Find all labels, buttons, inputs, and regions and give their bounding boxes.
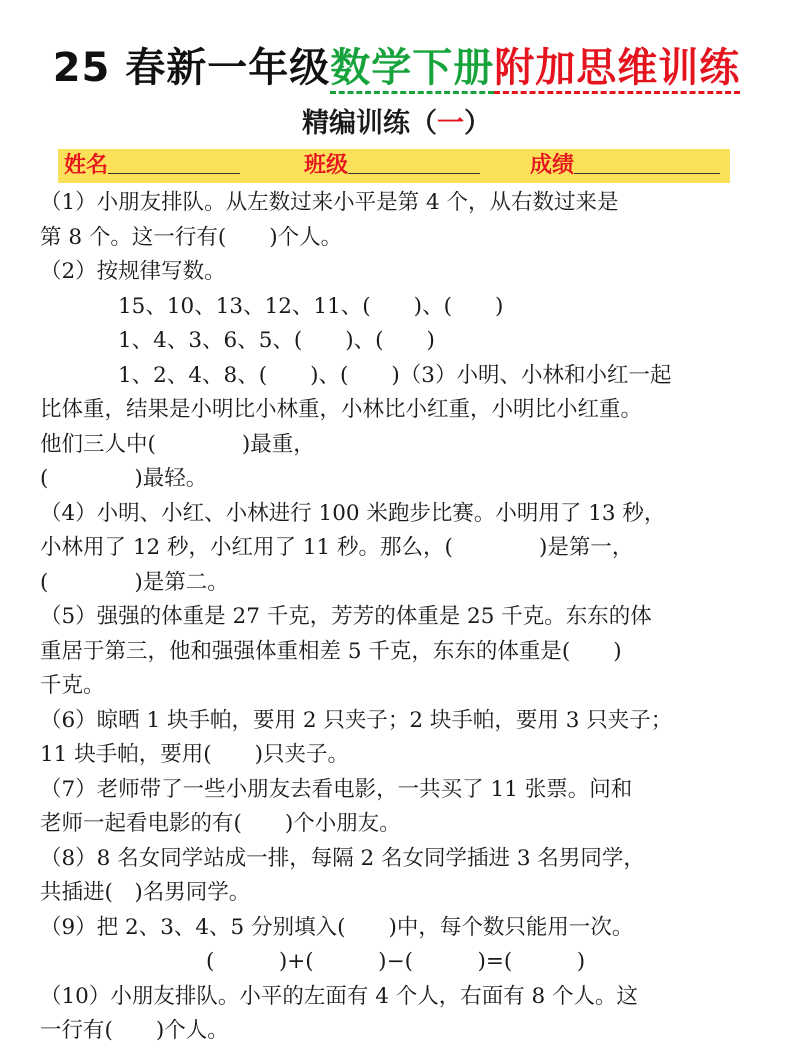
text-line: （8）8 名女同学站成一排，每隔 2 名女同学插进 3 名男同学， [40, 845, 645, 871]
text-line: 15、10、13、12、11、( )、( ) [118, 293, 504, 319]
text-line: 老师一起看电影的有( )个小朋友。 [40, 811, 401, 836]
text-line: ( )是第二。 [40, 569, 229, 595]
text-line: （2）按规律写数。 [40, 259, 226, 284]
score-label: 成绩 [530, 153, 575, 178]
subtitle-number: 一 [437, 108, 464, 139]
title-part-2: 数学下册 [330, 45, 494, 94]
text-line: （4）小明、小红、小林进行 100 米跑步比赛。小明用了 13 秒， [40, 500, 666, 526]
page-title [0, 38, 793, 98]
text-line: 第 8 个。这一行有( )个人。 [40, 224, 343, 250]
text-line: （9）把 2、3、4、5 分别填入( )中，每个数只能用一次。 [40, 914, 634, 940]
text-line: （10）小朋友排队。小平的左面有 4 个人，右面有 8 个人。这 [40, 983, 639, 1009]
text-line: 他们三人中( )最重， [40, 431, 315, 457]
text-line: （1）小朋友排队。从左数过来小平是第 4 个，从右数过来是 [40, 190, 619, 215]
text-line: （7）老师带了一些小朋友去看电影，一共买了 11 张票。问和 [40, 776, 633, 802]
text-line: 小林用了 12 秒，小红用了 11 秒。那么，( )是第一， [40, 535, 634, 560]
text-line: （6）晾晒 1 块手帕，要用 2 只夹子；2 块手帕，要用 3 只夹子； [40, 707, 673, 733]
text-line: （5）强强的体重是 27 千克，芳芳的体重是 25 千克。东东的体 [40, 604, 652, 629]
student-info-bar [58, 149, 730, 183]
text-line: 一行有( )个人。 [40, 1018, 229, 1043]
class-field[interactable] [304, 149, 480, 183]
name-blank[interactable] [108, 149, 240, 174]
name-field[interactable] [64, 149, 240, 183]
text-line: ( )+( )−( )=( ) [206, 949, 586, 974]
text-line: 1、2、4、8、( )、( )（3）小明、小林和小红一起 [118, 362, 672, 388]
questions-body [40, 186, 760, 1049]
text-line: 千克。 [40, 673, 105, 698]
text-line: 比体重，结果是小明比小林重，小林比小红重，小明比小红重。 [40, 397, 643, 422]
class-label: 班级 [304, 153, 349, 178]
title-part-3: 附加思维训练 [494, 45, 740, 94]
subtitle-text: 精编训练（ [302, 108, 437, 139]
title-part-1: 25 春新一年级 [52, 45, 331, 91]
score-blank[interactable] [574, 149, 720, 174]
text-line: 11 块手帕，要用( )只夹子。 [40, 742, 349, 767]
class-blank[interactable] [348, 149, 480, 174]
subtitle-close: ） [464, 108, 491, 139]
text-line: 重居于第三，他和强强体重相差 5 千克，东东的体重是( ) [40, 638, 622, 664]
text-line: ( )最轻。 [40, 466, 208, 491]
text-line: 1、4、3、6、5、( )、( ) [118, 328, 435, 353]
score-field[interactable] [530, 149, 720, 183]
section-subtitle [0, 104, 793, 144]
text-line: 共插进( )名男同学。 [40, 880, 251, 905]
name-label: 姓名 [64, 153, 109, 178]
